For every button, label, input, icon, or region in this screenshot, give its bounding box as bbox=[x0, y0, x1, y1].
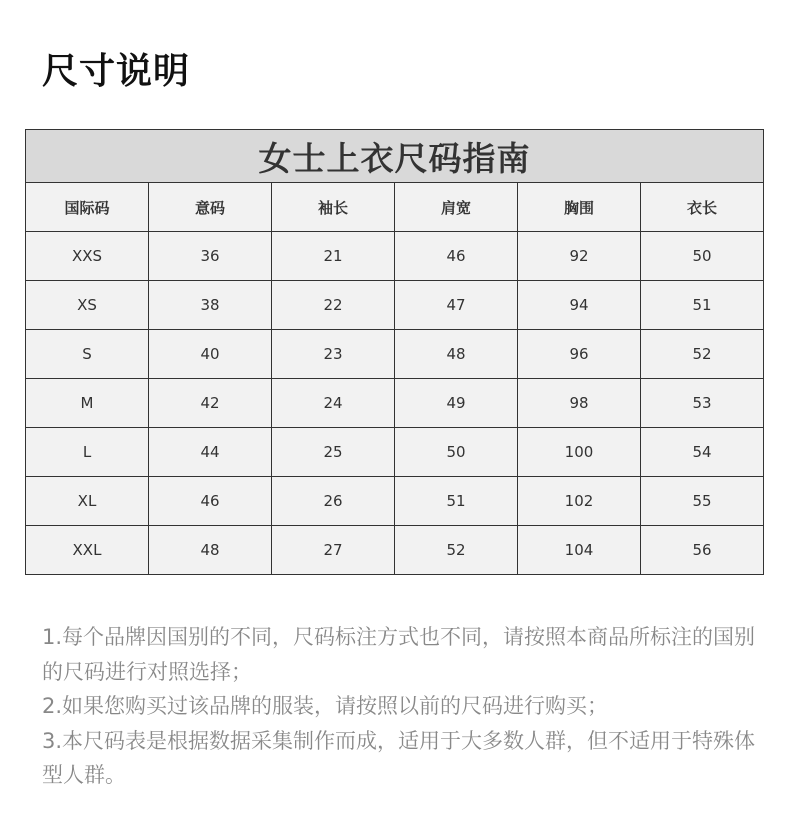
table-cell: 48 bbox=[395, 330, 518, 379]
table-cell: 53 bbox=[641, 379, 764, 428]
column-header-sleeve-length: 袖长 bbox=[272, 183, 395, 232]
table-cell: 48 bbox=[149, 526, 272, 575]
table-cell: M bbox=[26, 379, 149, 428]
table-cell: 56 bbox=[641, 526, 764, 575]
table-cell: 55 bbox=[641, 477, 764, 526]
table-cell: 51 bbox=[395, 477, 518, 526]
table-header-row bbox=[26, 183, 764, 232]
table-cell: S bbox=[26, 330, 149, 379]
table-cell: 44 bbox=[149, 428, 272, 477]
table-cell: 23 bbox=[272, 330, 395, 379]
table-cell: 21 bbox=[272, 232, 395, 281]
note-item: 3.本尺码表是根据数据采集制作而成，适用于大多数人群，但不适用于特殊体型人群。 bbox=[42, 728, 756, 787]
table-cell: 50 bbox=[395, 428, 518, 477]
table-caption-row bbox=[26, 130, 764, 183]
column-header-chest: 胸围 bbox=[518, 183, 641, 232]
table-row bbox=[26, 232, 764, 281]
size-notes bbox=[42, 620, 757, 793]
table-cell: 25 bbox=[272, 428, 395, 477]
table-row bbox=[26, 526, 764, 575]
table-row bbox=[26, 477, 764, 526]
table-cell: 26 bbox=[272, 477, 395, 526]
table-cell: 49 bbox=[395, 379, 518, 428]
note-item: 2.如果您购买过该品牌的服装，请按照以前的尺码进行购买； bbox=[42, 694, 609, 718]
table-cell: 52 bbox=[641, 330, 764, 379]
page-title: 尺寸说明 bbox=[42, 51, 191, 92]
table-cell: 94 bbox=[518, 281, 641, 330]
table-cell: 46 bbox=[395, 232, 518, 281]
column-header-garment-length: 衣长 bbox=[641, 183, 764, 232]
column-header-shoulder-width: 肩宽 bbox=[395, 183, 518, 232]
table-cell: 96 bbox=[518, 330, 641, 379]
table-row bbox=[26, 428, 764, 477]
table-cell: 100 bbox=[518, 428, 641, 477]
size-chart-table bbox=[25, 129, 764, 575]
table-cell: XL bbox=[26, 477, 149, 526]
table-caption: 女士上衣尺码指南 bbox=[26, 130, 764, 183]
table-cell: 50 bbox=[641, 232, 764, 281]
table-cell: XXS bbox=[26, 232, 149, 281]
table-cell: 98 bbox=[518, 379, 641, 428]
table-cell: 36 bbox=[149, 232, 272, 281]
column-header-italian-size: 意码 bbox=[149, 183, 272, 232]
table-row bbox=[26, 330, 764, 379]
table-cell: XS bbox=[26, 281, 149, 330]
table-cell: 54 bbox=[641, 428, 764, 477]
table-cell: 47 bbox=[395, 281, 518, 330]
column-header-international-size: 国际码 bbox=[26, 183, 149, 232]
table-cell: 52 bbox=[395, 526, 518, 575]
table-cell: 92 bbox=[518, 232, 641, 281]
table-cell: 22 bbox=[272, 281, 395, 330]
table-cell: L bbox=[26, 428, 149, 477]
table-cell: 42 bbox=[149, 379, 272, 428]
table-cell: 51 bbox=[641, 281, 764, 330]
table-cell: 102 bbox=[518, 477, 641, 526]
table-cell: 27 bbox=[272, 526, 395, 575]
note-item: 1.每个品牌因国别的不同，尺码标注方式也不同，请按照本商品所标注的国别的尺码进行对照选择； bbox=[42, 625, 756, 684]
table-cell: 40 bbox=[149, 330, 272, 379]
table-cell: 104 bbox=[518, 526, 641, 575]
table-row bbox=[26, 379, 764, 428]
table-cell: 24 bbox=[272, 379, 395, 428]
table-cell: XXL bbox=[26, 526, 149, 575]
table-cell: 38 bbox=[149, 281, 272, 330]
table-row bbox=[26, 281, 764, 330]
table-cell: 46 bbox=[149, 477, 272, 526]
